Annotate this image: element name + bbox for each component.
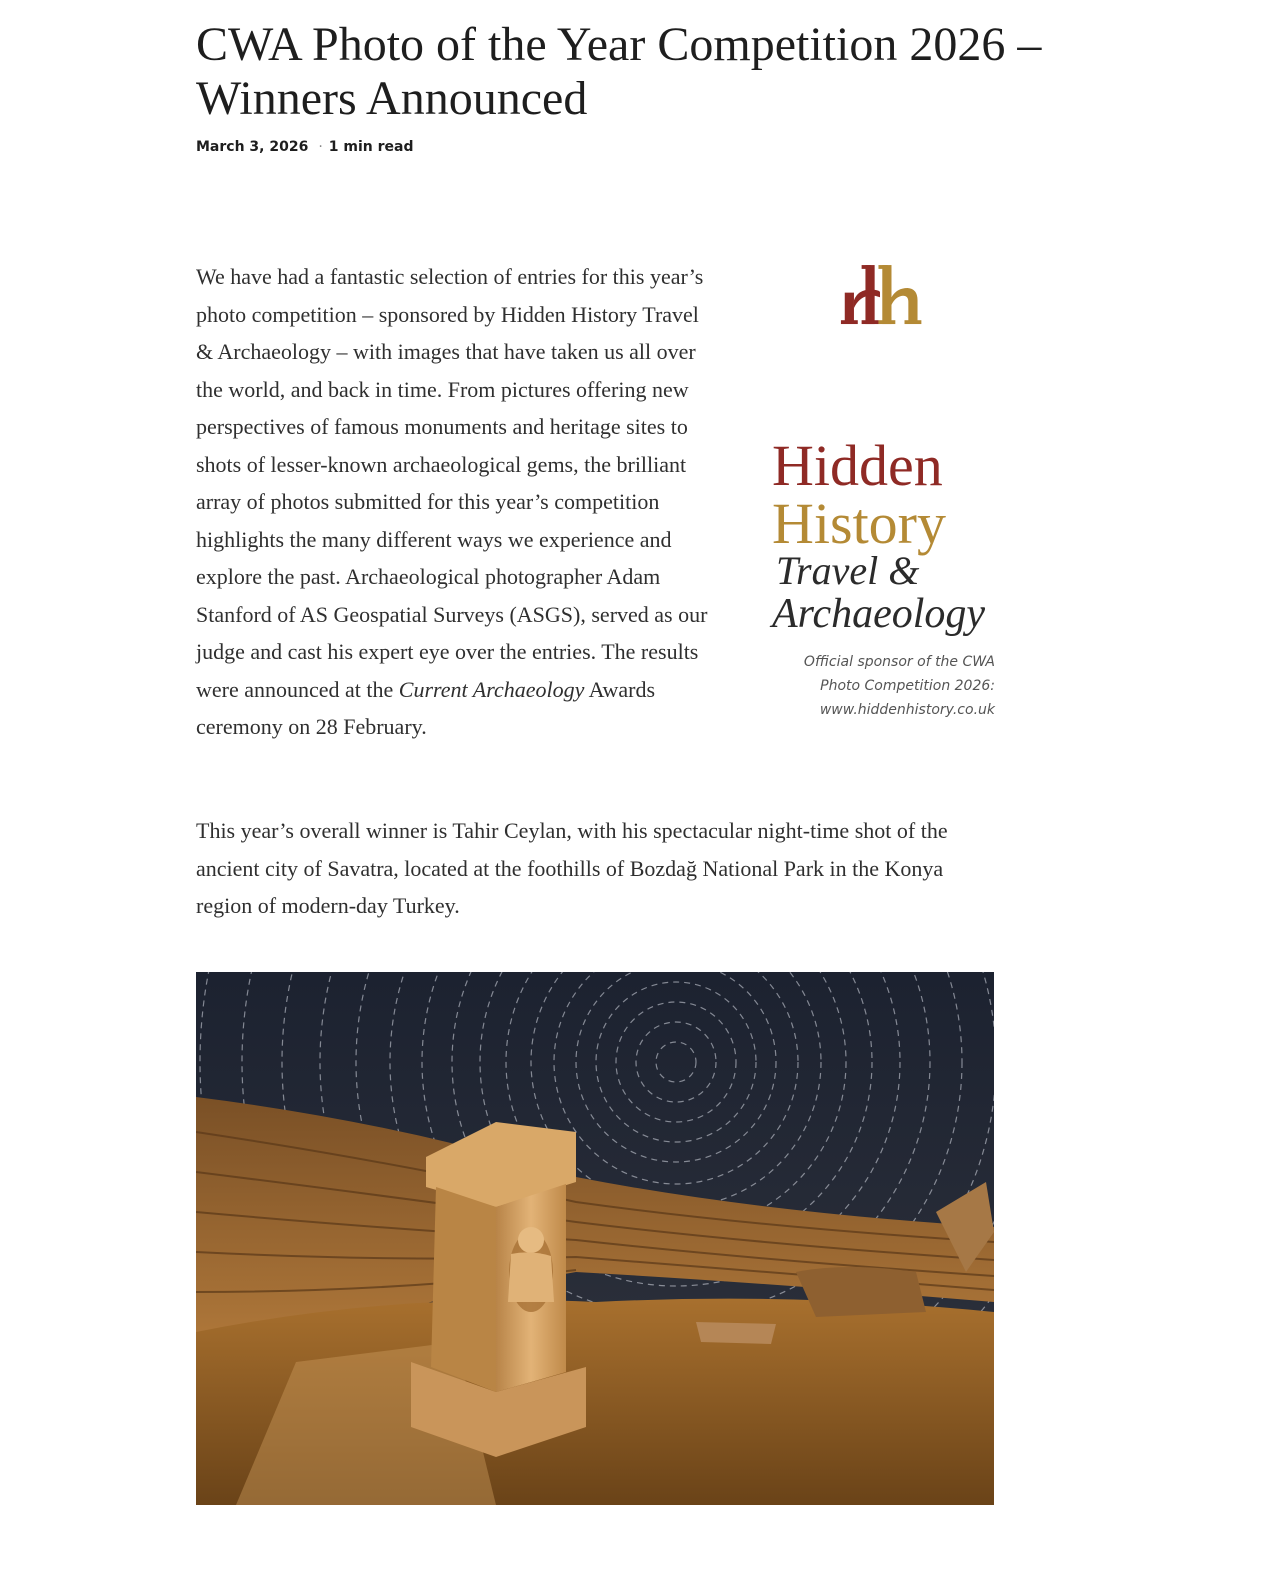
sponsor-caption-line-1: Official sponsor of the CWA — [803, 654, 995, 670]
intro-text-1: We have had a fantastic selection of entries for this year’s photo competition – sponsored by Hidden History Travel & Archaeology – with images that have taken us all over the world, and back in time. From pictures offering new perspectives of famous monuments and heritage sites to shots of lesser-known archaeological gems, the brilliant array of photos submitted for this year’s competition highlights the many different ways we experience and explore the past. Archaeological photographer Adam Stanford of AS Geospatial Surveys (ASGS), served as our judge and cast his expert eye over the entries. The results were announced at the — [196, 264, 708, 702]
intro-text-2: Awards ceremony on 28 February. — [196, 676, 656, 739]
logo-word-archaeology: Archaeology — [772, 591, 986, 637]
publish-date: March 3, 2026 — [196, 139, 309, 155]
winner-paragraph: This year’s overall winner is Tahir Ceylan, with his spectacular night-time shot of the ancient city of Savatra, located at the foothills of Bozdağ National Park in the Konya region of modern-day Turkey. — [196, 818, 948, 918]
altar-stone — [411, 1122, 586, 1457]
intro-paragraph — [196, 258, 716, 746]
rh-monogram-icon — [841, 265, 921, 324]
intro-italic-title[interactable]: Current Archaeology — [398, 676, 585, 702]
logo-word-hidden: Hidden — [772, 433, 943, 498]
read-time: 1 min read — [328, 139, 414, 155]
sponsor-website-link[interactable]: www.hiddenhistory.co.uk — [819, 702, 995, 718]
meta-separator: · — [318, 139, 323, 155]
winning-photo[interactable] — [196, 972, 994, 1505]
article-title: CWA Photo of the Year Competition 2026 – Winners Announced — [196, 18, 1042, 125]
logo-word-history: History — [772, 491, 946, 556]
sponsor-caption-line-2: Photo Competition 2026: — [820, 678, 995, 694]
hidden-history-logo — [760, 262, 1000, 442]
article-meta — [196, 139, 414, 155]
logo-word-travel: Travel & — [776, 548, 920, 593]
sponsor-caption — [770, 650, 995, 722]
